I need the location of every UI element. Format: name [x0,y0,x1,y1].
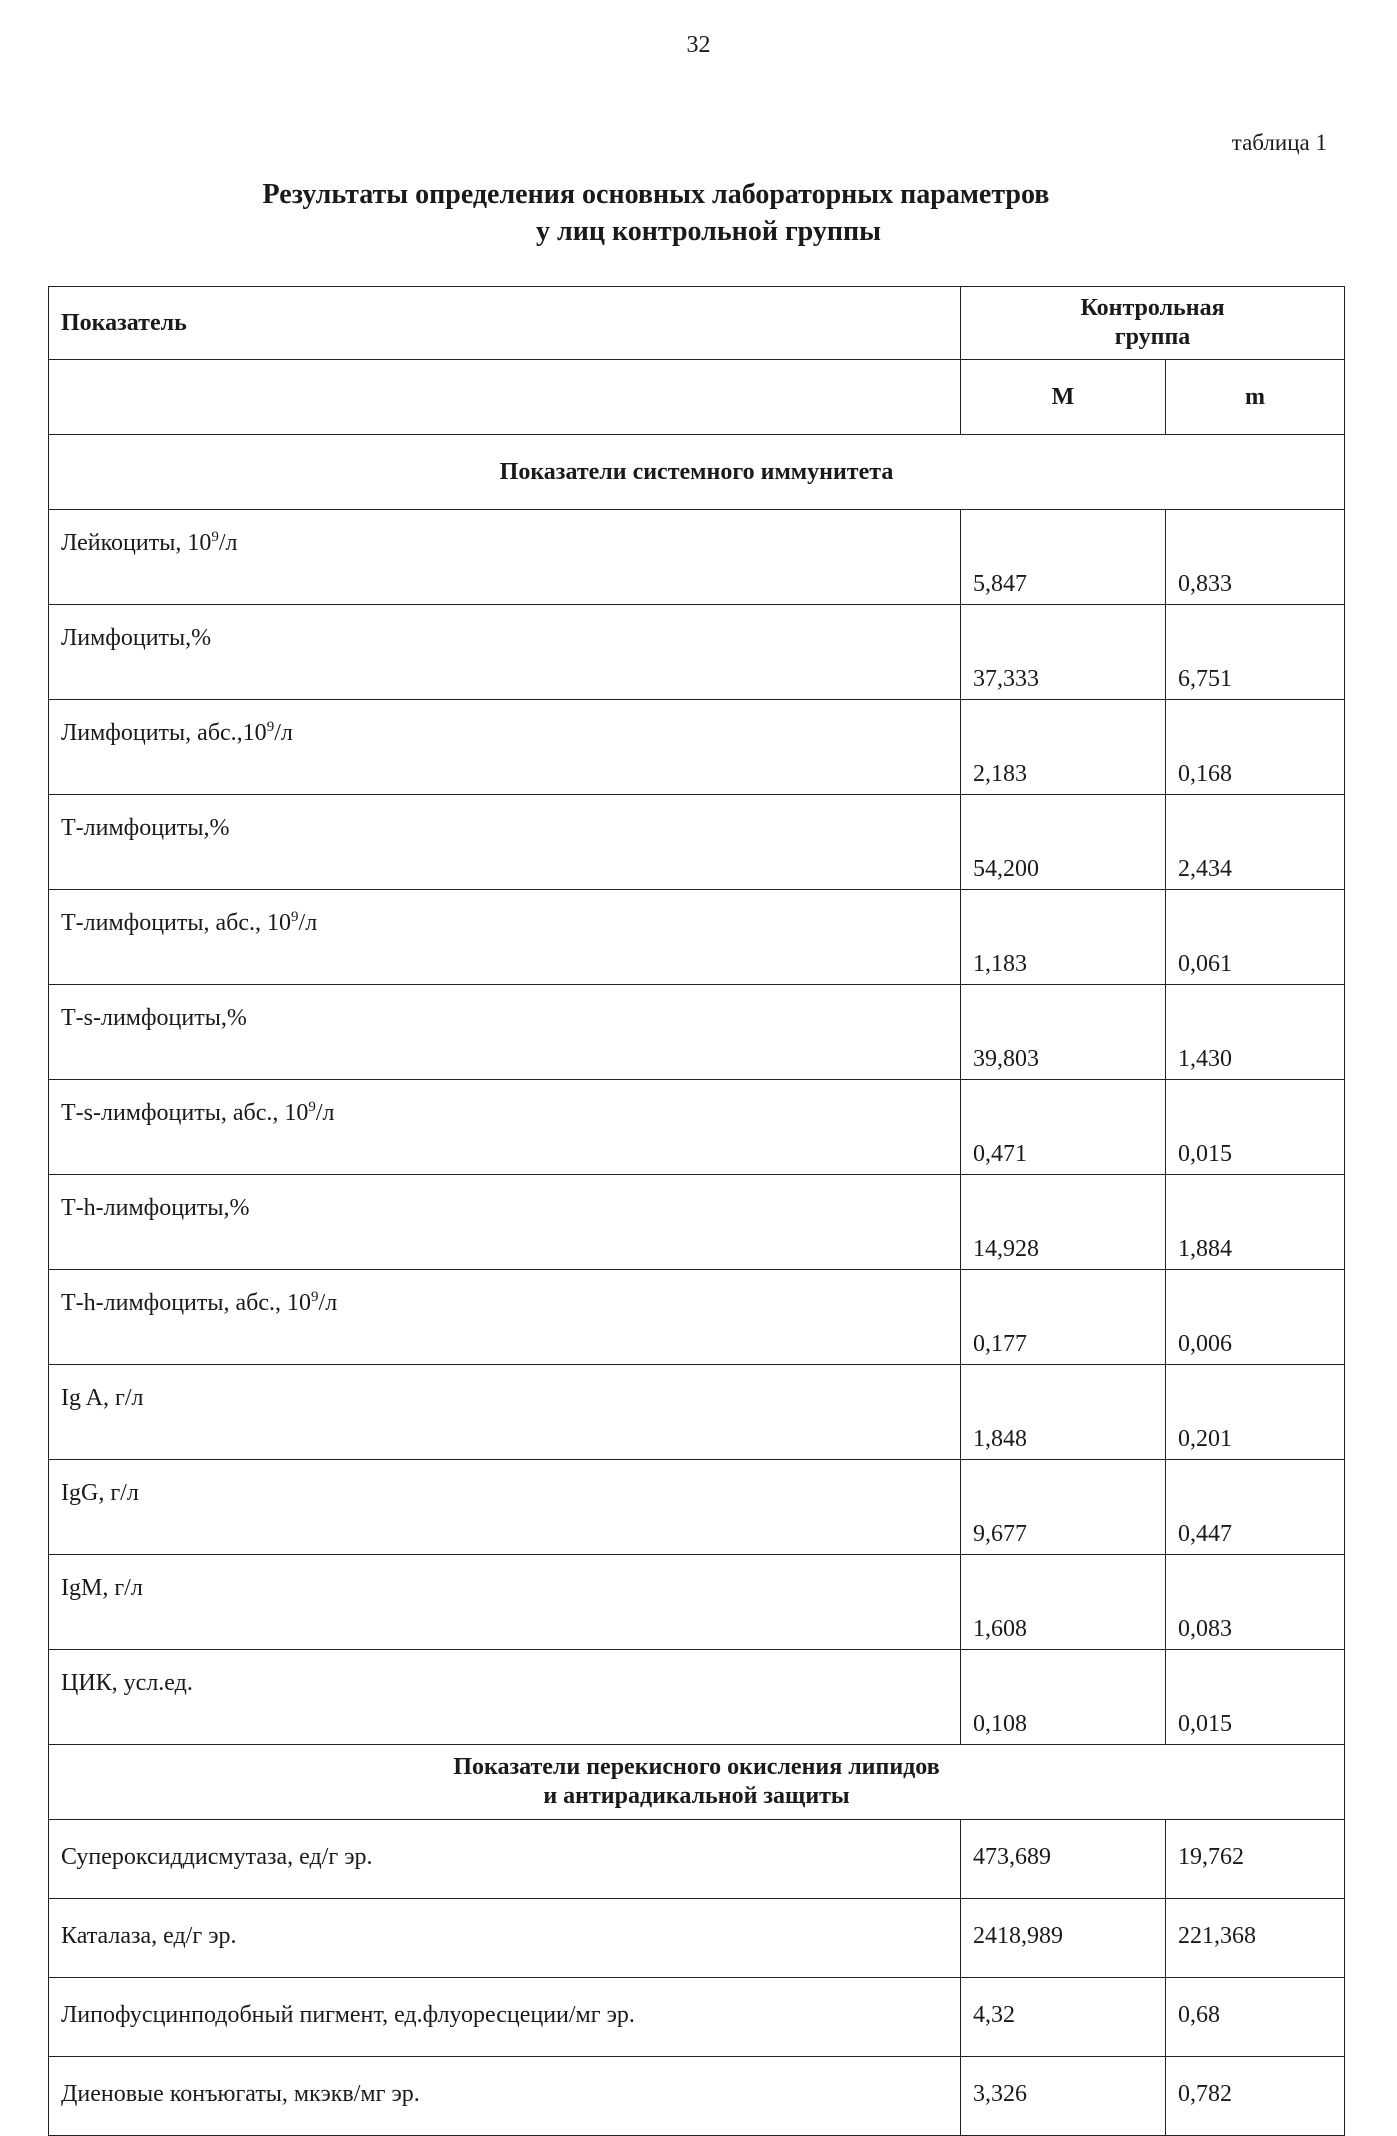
indicator-name-exponent: 9 [266,719,275,735]
header-group-line-2: группа [1114,324,1191,350]
indicator-name-unit: /л [274,720,293,746]
title-line-1: Результаты определения основных лабораторных параметров [262,179,1050,210]
value-m: 6,751 [1166,605,1345,700]
indicator-name-exponent: 9 [308,1099,316,1115]
value-M: 1,848 [961,1365,1166,1460]
header-row [49,287,1345,360]
value-M: 14,928 [961,1175,1166,1270]
section-lipid-title-line-2: и антирадикальной защиты [543,1783,850,1809]
indicator-name [49,985,961,1080]
indicator-name: Диеновые конъюгаты, мкэкв/мг эр. [49,2057,961,2136]
section-immunity-title: Показатели системного иммунитета [49,435,1345,510]
title-line-2: у лиц контрольной группы [536,216,881,247]
value-M: 4,32 [961,1978,1166,2057]
value-M: 37,333 [961,605,1166,700]
value-M: 2418,989 [961,1899,1166,1978]
value-M: 1,608 [961,1555,1166,1650]
value-m: 0,061 [1166,890,1345,985]
indicator-name [49,890,961,985]
indicator-name: Каталаза, ед/г эр. [49,1899,961,1978]
indicator-name: Супероксиддисмутаза, ед/г эр. [49,1820,961,1899]
indicator-name [49,1080,961,1175]
value-M: 3,326 [961,2057,1166,2136]
table-row [49,1978,1345,2057]
indicator-name [49,510,961,605]
table-row [49,890,1345,985]
table-label: таблица 1 [1231,130,1327,155]
indicator-name-text: IgM, г/л [61,1575,143,1601]
value-m: 221,368 [1166,1899,1345,1978]
table-row [49,605,1345,700]
section-lipid-title-line-1: Показатели перекисного окисления липидов [453,1754,940,1780]
indicator-name [49,1555,961,1650]
indicator-name [49,605,961,700]
indicator-name-text: Т-h-лимфоциты,% [61,1195,250,1221]
value-m: 0,833 [1166,510,1345,605]
indicator-name-unit: /л [318,1290,338,1316]
value-m: 0,006 [1166,1270,1345,1365]
table-row [49,985,1345,1080]
section-header [49,1745,1345,1820]
value-M: 54,200 [961,795,1166,890]
value-m: 2,434 [1166,795,1345,890]
subheader-row [49,360,1345,435]
header-indicator: Показатель [49,287,961,360]
section-lipid-title [49,1745,1345,1820]
indicator-name [49,1270,961,1365]
table-title [0,176,1397,250]
table-row [49,2057,1345,2136]
indicator-name-unit: /л [218,530,238,556]
table-row [49,1899,1345,1978]
value-m: 0,168 [1166,700,1345,795]
indicator-name-exponent: 9 [291,909,299,925]
table-row [49,1175,1345,1270]
table-row [49,1650,1345,1745]
table-row [49,1080,1345,1175]
value-m: 0,447 [1166,1460,1345,1555]
table-row [49,1365,1345,1460]
indicator-name: Липофусцинподобный пигмент, ед.флуоресцеции/мг эр. [49,1978,961,2057]
indicator-name-text: Т-h-лимфоциты, абс., 10 [61,1290,312,1316]
indicator-name-text: ЦИК, усл.ед. [61,1670,193,1696]
indicator-name-exponent: 9 [311,1289,319,1305]
value-m: 0,68 [1166,1978,1345,2057]
indicator-name-unit: /л [315,1100,335,1126]
header-col-m: m [1166,360,1345,435]
value-m: 0,083 [1166,1555,1345,1650]
indicator-name-text: Лимфоциты,% [61,625,212,651]
table-row [49,1460,1345,1555]
indicator-name [49,1365,961,1460]
header-col-M: M [961,360,1166,435]
value-M: 0,471 [961,1080,1166,1175]
indicator-name-text: Т-лимфоциты,% [61,815,230,841]
indicator-name-text: IgG, г/л [61,1480,139,1506]
value-m: 1,430 [1166,985,1345,1080]
value-m: 0,015 [1166,1650,1345,1745]
section-header [49,435,1345,510]
value-M: 2,183 [961,700,1166,795]
indicator-name-unit: /л [298,910,318,936]
header-control-group [961,287,1345,360]
indicator-name-text: Ig A, г/л [61,1385,144,1411]
value-M: 39,803 [961,985,1166,1080]
table-row [49,795,1345,890]
indicator-name [49,1460,961,1555]
value-m: 0,201 [1166,1365,1345,1460]
value-m: 0,015 [1166,1080,1345,1175]
header-group-line-1: Контрольная [1080,295,1225,321]
indicator-name [49,795,961,890]
value-m: 0,782 [1166,2057,1345,2136]
indicator-name [49,1175,961,1270]
indicator-name-text: Лейкоциты, 10 [61,530,212,556]
value-M: 9,677 [961,1460,1166,1555]
table-row [49,510,1345,605]
table-row [49,1270,1345,1365]
indicator-name-text: Т-лимфоциты, абс., 10 [61,910,292,936]
page-number: 32 [686,32,711,58]
value-m: 1,884 [1166,1175,1345,1270]
indicator-name-text: Лимфоциты, абс.,10 [61,720,267,746]
indicator-name-text: Т-s-лимфоциты,% [61,1005,247,1031]
indicator-name [49,700,961,795]
value-m: 19,762 [1166,1820,1345,1899]
value-M: 1,183 [961,890,1166,985]
indicator-name-exponent: 9 [211,529,219,545]
value-M: 0,108 [961,1650,1166,1745]
value-M: 0,177 [961,1270,1166,1365]
indicator-name [49,1650,961,1745]
indicator-name-text: Т-s-лимфоциты, абс., 10 [61,1100,309,1126]
value-M: 5,847 [961,510,1166,605]
subheader-empty [49,360,961,435]
table-row [49,1820,1345,1899]
results-table [48,286,1345,2136]
table-row [49,1555,1345,1650]
value-M: 473,689 [961,1820,1166,1899]
table-row [49,700,1345,795]
